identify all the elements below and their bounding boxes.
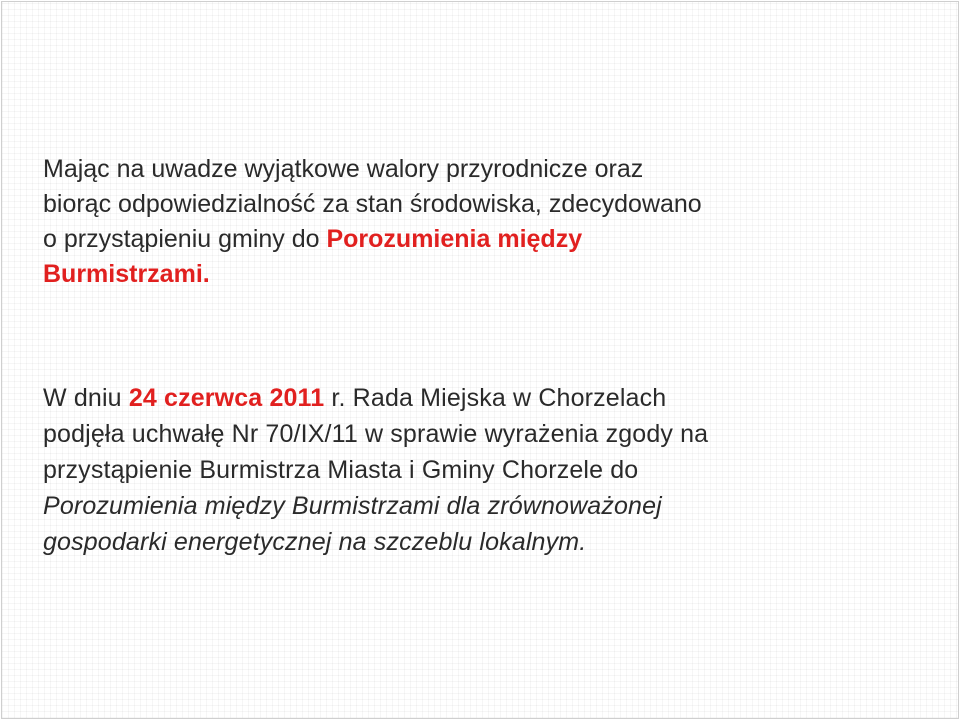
resolution-date-highlight: 24 czerwca 2011	[128, 384, 325, 412]
decision-paragraph	[43, 152, 702, 292]
agreement-name-highlight-end: Burmistrzami.	[43, 260, 210, 288]
resolution-line-1	[43, 380, 708, 416]
resolution-line-2: podjęła uchwałę Nr 70/IX/11 w sprawie wyrażenia zgody na	[43, 420, 709, 448]
slide	[1, 1, 959, 719]
decision-line-1: Mając na uwadze wyjątkowe walory przyrodnicze oraz	[43, 155, 644, 183]
decision-line-2: biorąc odpowiedzialność za stan środowiska, zdecydowano	[43, 190, 702, 218]
resolution-line-1-post: r. Rada Miejska w Chorzelach	[324, 384, 667, 412]
resolution-line-3: przystąpienie Burmistrza Miasta i Gminy Chorzele do	[43, 456, 639, 484]
agreement-name-highlight: Porozumienia między	[326, 225, 583, 253]
resolution-line-5-italic: gospodarki energetycznej na szczeblu lokalnym.	[43, 528, 587, 556]
resolution-paragraph	[43, 380, 708, 560]
decision-line-3	[43, 222, 702, 257]
resolution-line-4-italic: Porozumienia między Burmistrzami dla zrównoważonej	[43, 492, 662, 520]
resolution-line-1-pre: W dniu	[43, 384, 129, 412]
decision-line-3-text: o przystąpieniu gminy do	[43, 225, 327, 253]
